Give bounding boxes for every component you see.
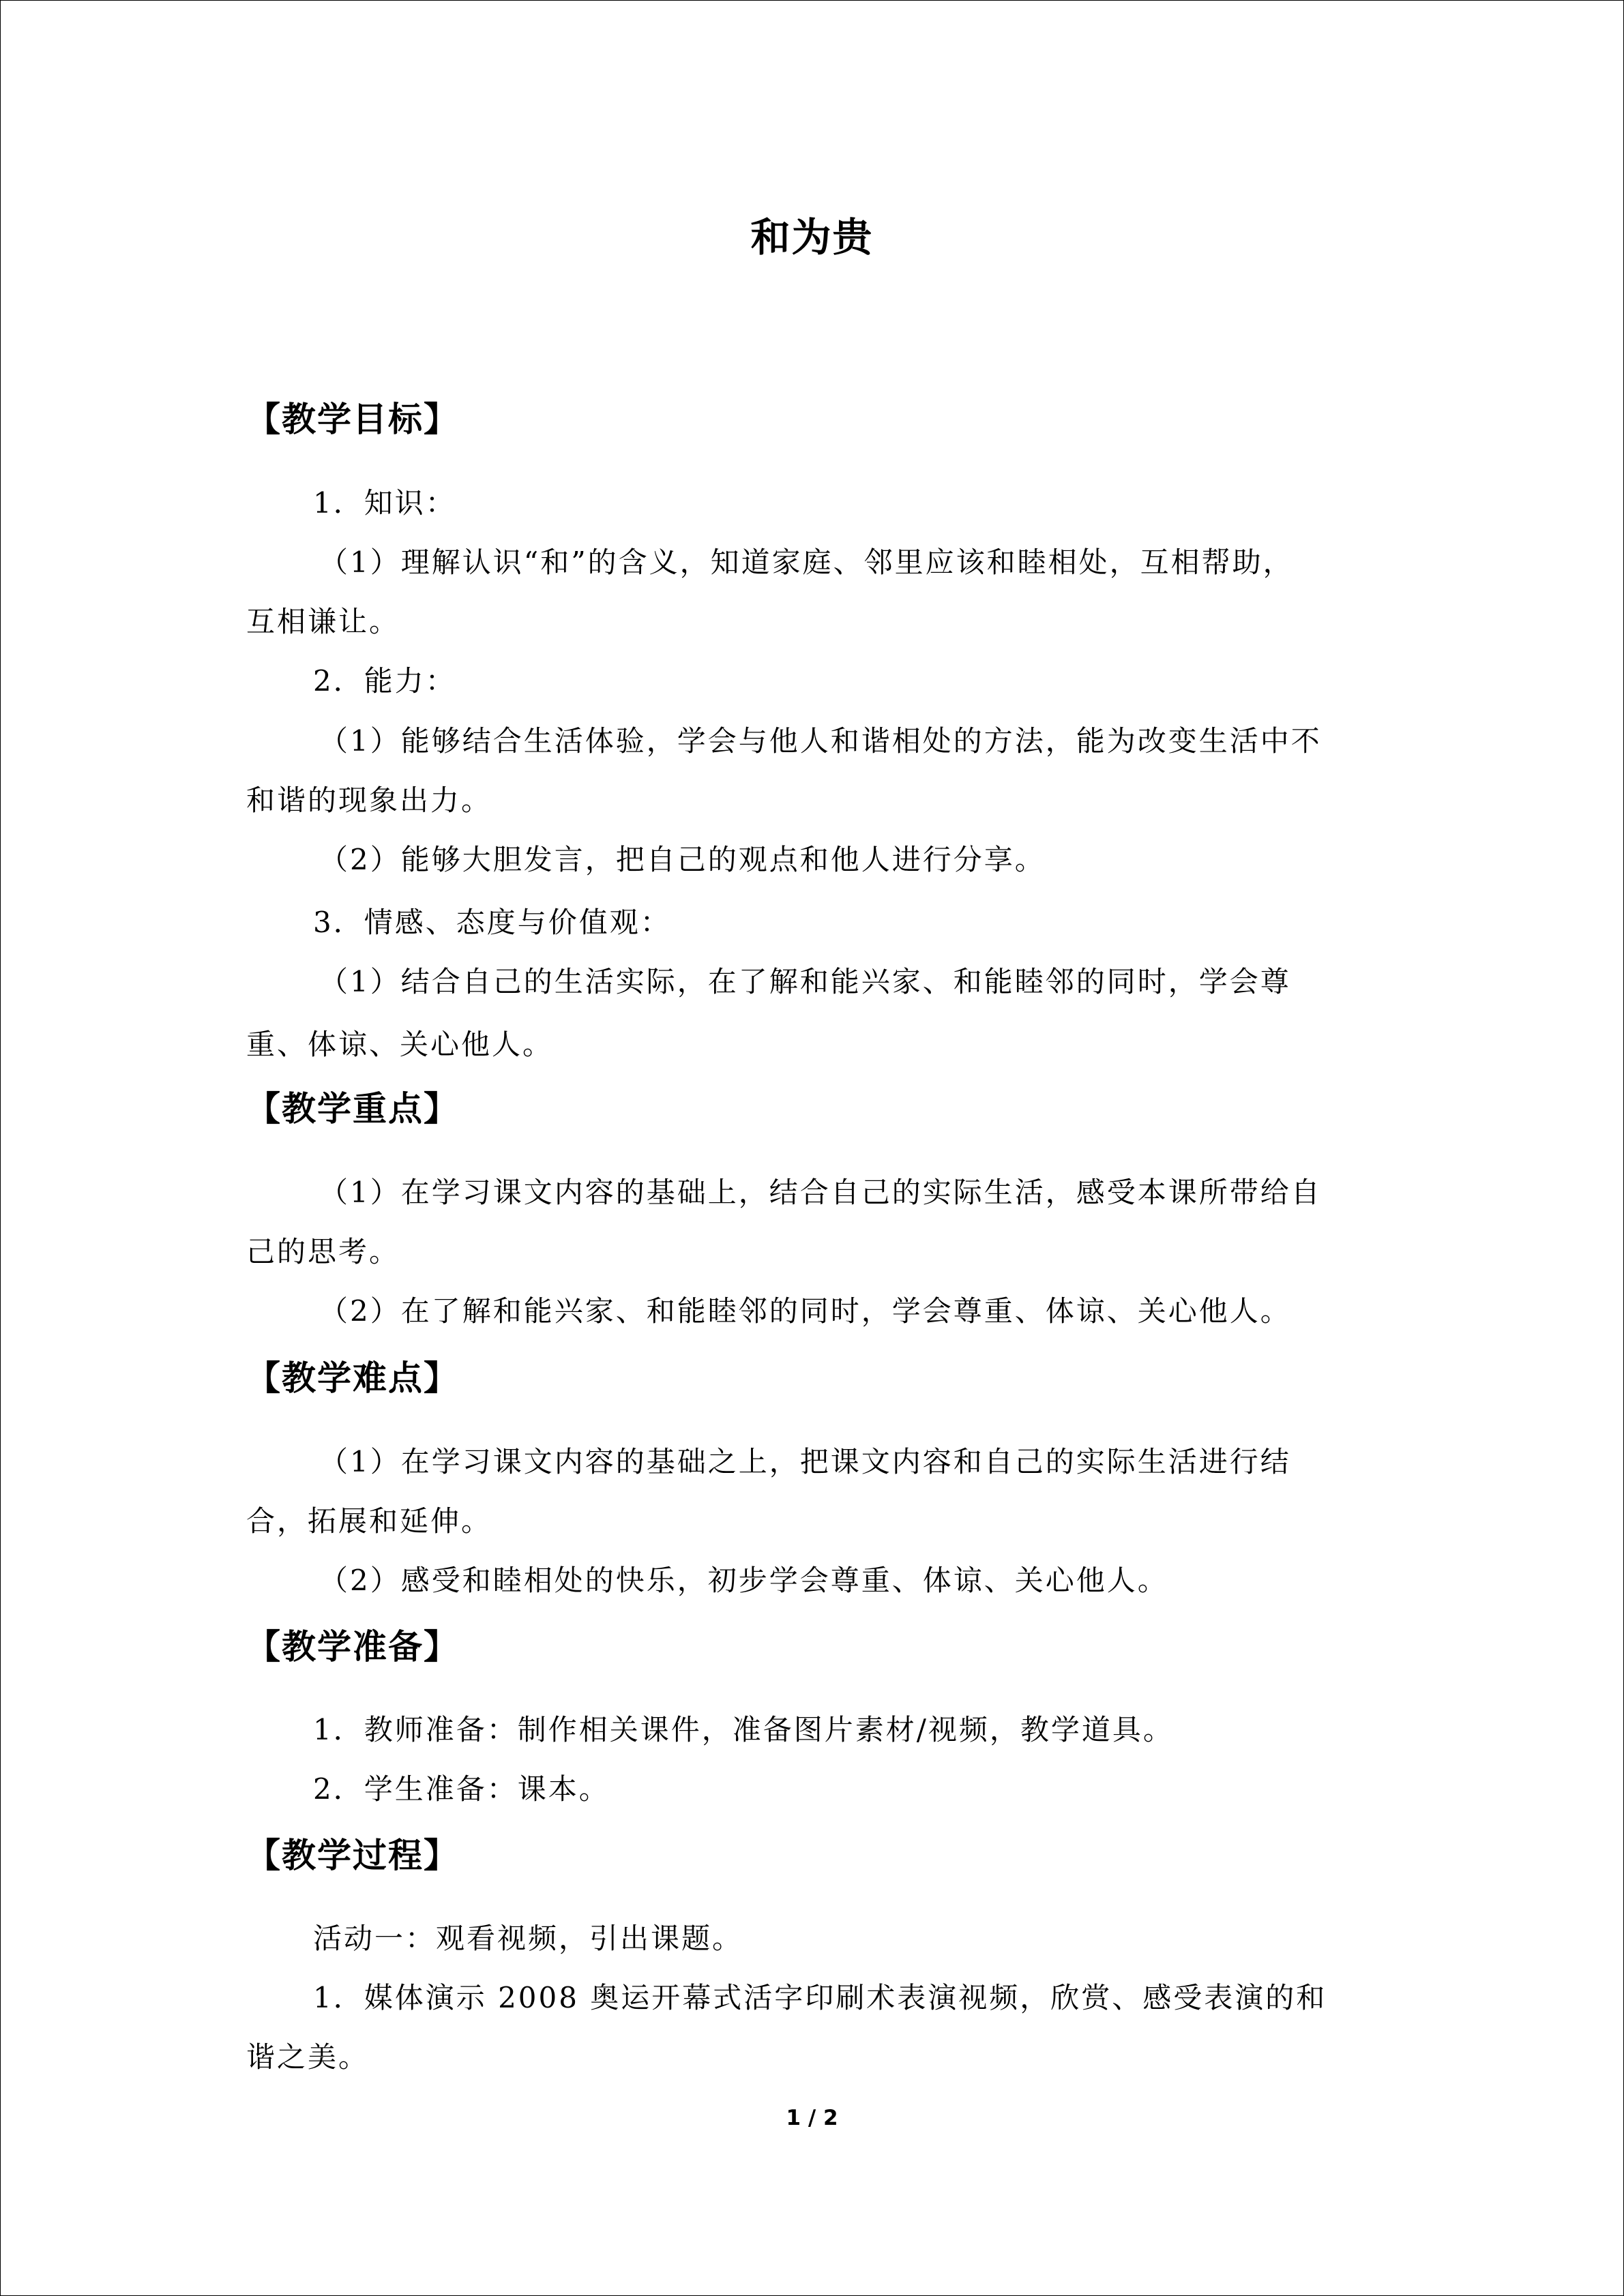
- paragraph-line: （2）在了解和能兴家、和能睦邻的同时，学会尊重、体谅、关心他人。: [319, 1294, 1291, 1328]
- paragraph-line: （1）在学习课文内容的基础上，结合自己的实际生活，感受本课所带给自: [319, 1176, 1322, 1209]
- paragraph-line: （1）理解认识“和”的含义，知道家庭、邻里应该和睦相处，互相帮助，: [319, 546, 1294, 579]
- section-heading-preparation: 【教学准备】: [246, 1627, 459, 1667]
- section-heading-objectives: 【教学目标】: [246, 400, 459, 439]
- paragraph-line: （2）能够大胆发言，把自己的观点和他人进行分享。: [319, 843, 1046, 876]
- page-number: 1 / 2: [786, 2106, 838, 2130]
- paragraph-line: 和谐的现象出力。: [246, 784, 492, 817]
- paragraph-line: 1．教师准备：制作相关课件，准备图片素材/视频，教学道具。: [313, 1713, 1174, 1746]
- paragraph-line: 1．知识：: [313, 486, 456, 520]
- section-heading-key-points: 【教学重点】: [246, 1089, 459, 1129]
- paragraph-line: 2．学生准备：课本。: [313, 1772, 610, 1806]
- paragraph-line: 己的思考。: [246, 1235, 400, 1268]
- paragraph-line: （1）在学习课文内容的基础之上，把课文内容和自己的实际生活进行结: [319, 1445, 1291, 1478]
- paragraph-line: 互相谦让。: [246, 605, 400, 638]
- section-heading-process: 【教学过程】: [246, 1836, 459, 1875]
- paragraph-line: 活动一：观看视频，引出课题。: [313, 1922, 743, 1955]
- document-title: 和为贵: [750, 214, 874, 260]
- paragraph-line: （2）感受和睦相处的快乐，初步学会尊重、体谅、关心他人。: [319, 1564, 1168, 1597]
- paragraph-line: 1．媒体演示 2008 奥运开幕式活字印刷术表演视频，欣赏、感受表演的和: [313, 1981, 1327, 2014]
- paragraph-line: 3．情感、态度与价值观：: [313, 906, 671, 939]
- paragraph-line: 谐之美。: [246, 2040, 370, 2074]
- paragraph-line: 合，拓展和延伸。: [246, 1504, 492, 1538]
- paragraph-line: （1）能够结合生活体验，学会与他人和谐相处的方法，能为改变生活中不: [319, 724, 1322, 758]
- paragraph-line: 2．能力：: [313, 664, 456, 698]
- paragraph-line: （1）结合自己的生活实际，在了解和能兴家、和能睦邻的同时，学会尊: [319, 965, 1291, 998]
- section-heading-difficulties: 【教学难点】: [246, 1358, 459, 1398]
- paragraph-line: 重、体谅、关心他人。: [246, 1028, 554, 1061]
